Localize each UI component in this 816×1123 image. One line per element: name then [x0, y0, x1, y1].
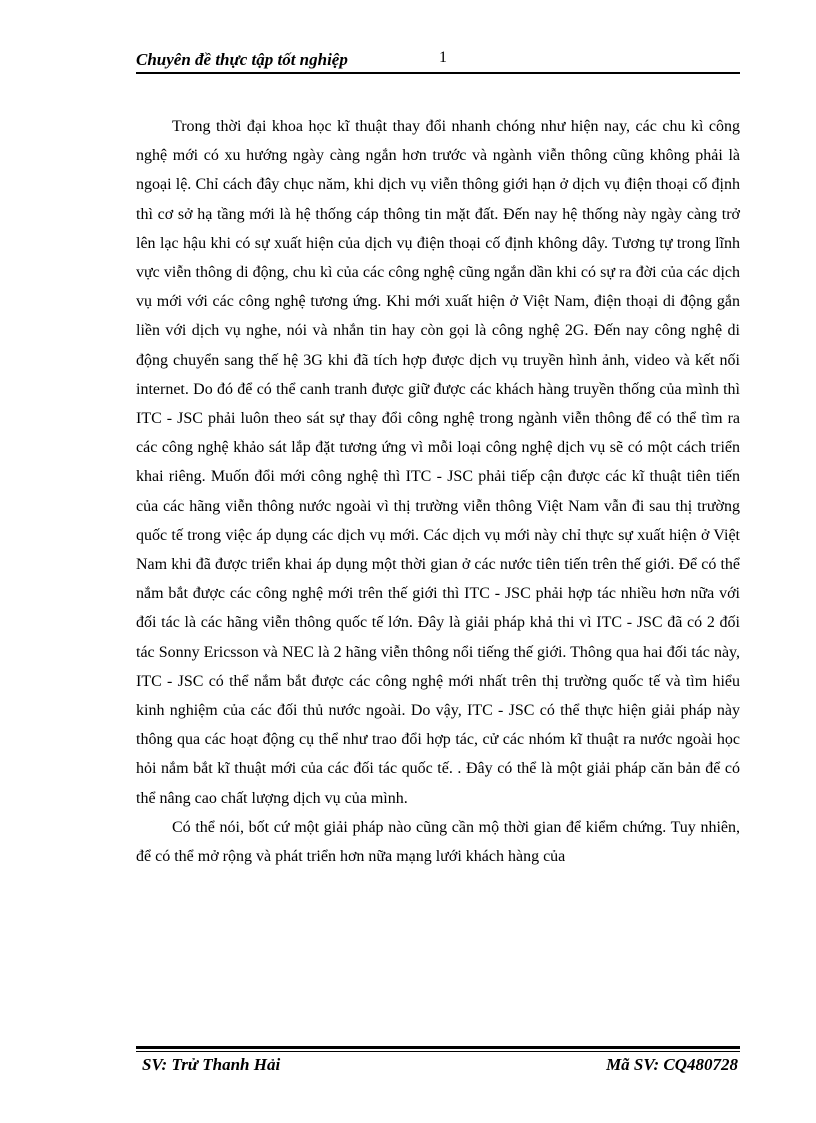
body-paragraph-1: Trong thời đại khoa học kĩ thuật thay đổi nhanh chóng như hiện nay, các chu kì công nghệ mới có xu hướng ngày càng ngắn hơn trước và ngành viễn thông cũng không phải là ngoại lệ. Chỉ cách đây chục năm, khi dịch vụ viễn thông giới hạn ở dịch vụ điện thoại cố định thì cơ sở hạ tầng mới là hệ thống cáp thông tin mặt đất. Đến nay hệ thống này ngày càng trở lên lạc hậu khi có sự xuất hiện của dịch vụ điện thoại cố định không dây. Tương tự trong lĩnh vực viễn thông di động, chu kì của các công nghệ cũng ngắn dần khi có sự ra đời của các dịch vụ mới với các công nghệ tương ứng. Khi mới xuất hiện ở Việt Nam, điện thoại di động gắn liền với dịch vụ nghe, nói và nhắn tin hay còn gọi là công nghệ 2G. Đến nay công nghệ di động chuyển sang thế hệ 3G khi đã tích hợp được dịch vụ truyền hình ảnh, video và kết nối internet. Do đó để có thể canh tranh được giữ được các khách hàng truyền thống của mình thì ITC - JSC phải luôn theo sát sự thay đổi công nghệ trong ngành viễn thông để có thể tìm ra các công nghệ khảo sát lắp đặt tương ứng vì mỗi loại công nghệ dịch vụ sẽ có một cách triển khai riêng. Muốn đổi mới công nghệ thì ITC - JSC phải tiếp cận được các kĩ thuật tiên tiến của các hãng viễn thông nước ngoài vì thị trường viễn thông Việt Nam vẫn đi sau thị trường quốc tế trong việc áp dụng các dịch vụ mới. Các dịch vụ mới này chỉ thực sự xuất hiện ở Việt Nam khi đã được triển khai áp dụng một thời gian ở các nước tiên tiến trên thế giới. Để có thể nắm bắt được các công nghệ mới trên thế giới thì ITC - JSC phải hợp tác nhiều hơn nữa với đối tác là các hãng viễn thông quốc tế lớn. Đây là giải pháp khả thi vì ITC - JSC đã có 2 đối tác Sonny Ericsson và NEC là 2 hãng viễn thông nổi tiếng thế giới. Thông qua hai đối tác này, ITC - JSC có thể nắm bắt được các công nghệ mới nhất trên thị trường quốc tế và tìm hiểu kinh nghiệm của các đối thủ nước ngoài. Do vậy, ITC - JSC có thể thực hiện giải pháp này thông qua các hoạt động cụ thể như trao đổi hợp tác, cử các nhóm kĩ thuật ra nước ngoài học hỏi nắm bắt kĩ thuật mới của các đối tác quốc tế. . Đây có thể là một giải pháp căn bản để có thể nâng cao chất lượng dịch vụ của mình. [136, 118, 740, 807]
page-header [136, 48, 740, 76]
student-name: SV: Trử Thanh Hải [142, 1055, 281, 1074]
student-id: Mã SV: CQ480728 [606, 1055, 738, 1074]
document-title: Chuyên đề thực tập tốt nghiệp [136, 50, 348, 69]
footer-divider-thick [136, 1046, 740, 1049]
page-body [136, 112, 740, 871]
page-number: 1 [439, 49, 447, 66]
footer-divider-thin [136, 1051, 740, 1052]
body-paragraph-2: Có thể nói, bốt cứ một giải pháp nào cũng cần mộ thời gian để kiểm chứng. Tuy nhiên, để có thể mở rộng và phát triển hơn nữa mạng lưới khách hàng của [136, 818, 740, 866]
header-divider [136, 72, 740, 74]
page-footer [136, 1046, 740, 1080]
